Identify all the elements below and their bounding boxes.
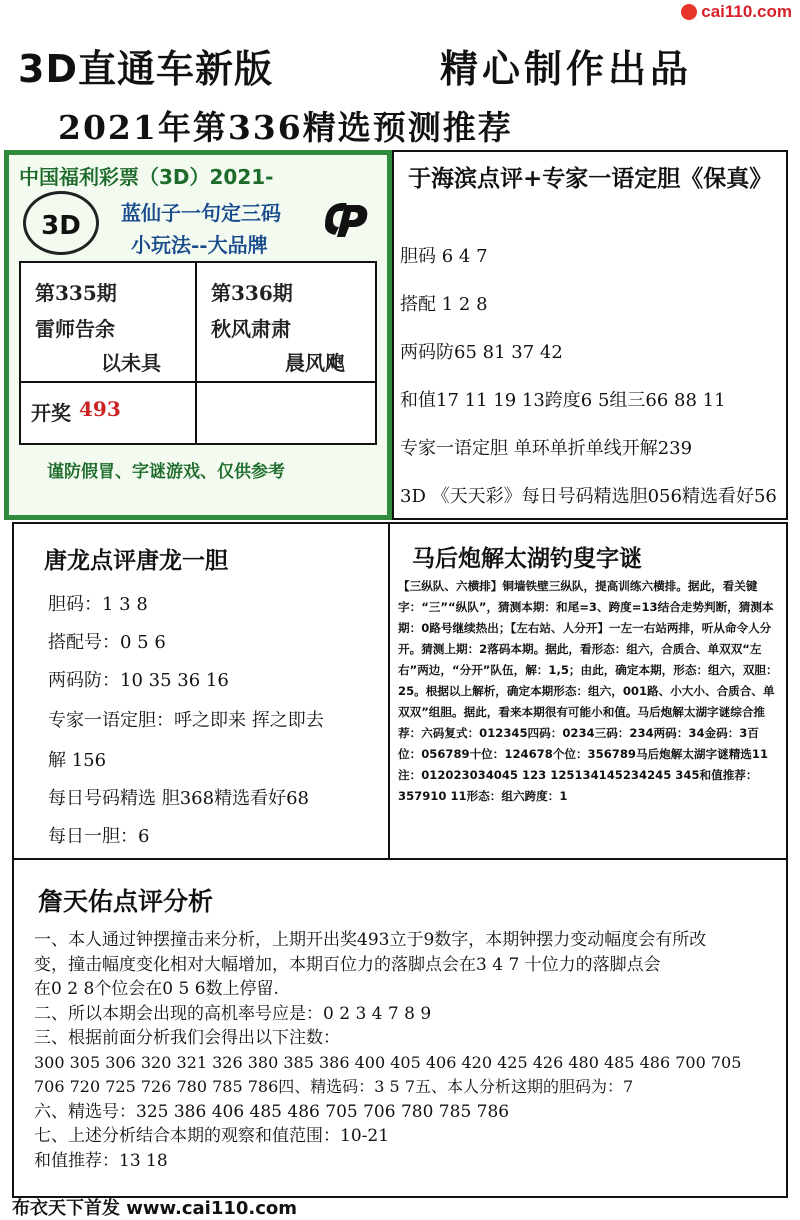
panel-line: 胆码 6 4 7 bbox=[400, 246, 488, 267]
analysis-line: 在0 2 8个位会在0 5 6数上停留. bbox=[34, 979, 279, 999]
grid-divider bbox=[21, 381, 375, 383]
panel-line: 胆码：1 3 8 bbox=[48, 594, 148, 615]
analysis-line: 706 720 725 726 780 785 786四、精选码：3 5 7五、本人分析这期的胆码为：7 bbox=[34, 1077, 634, 1096]
panel-title: 詹天佑点评分析 bbox=[38, 887, 214, 916]
analysis-line: 变，撞击幅度变化相对大幅增加，本期百位力的落脚点会在3 4 7 十位力的落脚点会 bbox=[34, 954, 661, 975]
panel-line: 专家一语定胆：呼之即来 挥之即去 bbox=[48, 710, 324, 731]
panel-line: 两码防65 81 37 42 bbox=[400, 342, 563, 363]
card-warning: 谨防假冒、字谜游戏、仅供参考 bbox=[47, 462, 285, 482]
analysis-line: 七、上述分析结合本期的观察和值范围：10-21 bbox=[34, 1126, 390, 1146]
riddle-analysis-text: 【三纵队、六横排】铜墙铁壁三纵队，提高训练六横排。据此，看关键字：“三”“纵队”，猜测本期：和尾=3、跨度=13结合走势判断，猜测本期：0路号继续热出；【左右站、人分开】一左一右站两排，听从命令人分开。猜测上期：2落码本期。据此，看形态：组六，合质合、单双双“左右”两边，“分开”队伍，解：1,5；由此，确定本期，形态：组六，双胆：25。根据以上解析，确定本期形态：组六，001路、小大小、合质合、单双双”组胆。据此，看来本期很有可能小和值。马后炮解太湖字谜综合推荐：六码复式：012345四码：0234三码：234两码：34金码：3百位：056789十位：124678个位：356789马后炮解太湖字谜精选11注：012023034045 123 125134145234245 345和值推荐：357910 11形态：组六跨度：1 bbox=[398, 579, 778, 803]
grid-divider bbox=[195, 263, 197, 443]
panel-line: 和值17 11 19 13跨度6 5组三66 88 11 bbox=[400, 390, 726, 411]
draw-number: 493 bbox=[79, 397, 121, 421]
card-heading: 中国福利彩票（3D）2021- bbox=[19, 165, 274, 189]
panel-title: 唐龙点评唐龙一胆 bbox=[44, 547, 228, 574]
site-url: cai110.com bbox=[701, 2, 792, 21]
prev-riddle-line-1: 雷师告余 bbox=[35, 317, 115, 341]
panel-line: 搭配号：0 5 6 bbox=[48, 632, 166, 653]
curr-issue: 第336期 bbox=[211, 281, 293, 305]
panel-line: 搭配 1 2 8 bbox=[400, 294, 488, 315]
site-logo-icon bbox=[681, 4, 697, 20]
panel-line: 3D 《天天彩》每日号码精选胆056精选看好56 bbox=[400, 486, 777, 507]
riddle-grid bbox=[19, 261, 377, 445]
panel-title: 马后炮解太湖钓叟字谜 bbox=[412, 545, 642, 572]
cp-logo-icon bbox=[321, 195, 371, 241]
panel-line: 两码防：10 35 36 16 bbox=[48, 670, 229, 691]
3d-logo-icon: 3D bbox=[23, 191, 99, 255]
panel-line: 解 156 bbox=[48, 750, 107, 771]
card-slogan-2: 小玩法--大品牌 bbox=[131, 233, 268, 257]
expert-panel-yu bbox=[392, 150, 788, 520]
prev-issue: 第335期 bbox=[35, 281, 117, 305]
riddle-analysis-panel bbox=[388, 522, 788, 860]
panel-line: 专家一语定胆 单环单折单线开解239 bbox=[400, 438, 693, 459]
page-subtitle: 2021年第336精选预测推荐 bbox=[58, 108, 513, 147]
page-title-right: 精心制作出品 bbox=[440, 47, 693, 91]
site-watermark bbox=[681, 2, 792, 22]
page-title-left: 3D直通车新版 bbox=[18, 47, 273, 91]
prev-riddle-line-2: 以未具 bbox=[101, 351, 161, 375]
panel-title: 于海滨点评+专家一语定胆《保真》 bbox=[408, 165, 773, 192]
analysis-line: 二、所以本期会出现的高机率号应是：0 2 3 4 7 8 9 bbox=[34, 1003, 432, 1024]
analysis-line: 和值推荐：13 18 bbox=[34, 1150, 168, 1171]
analysis-text bbox=[34, 928, 784, 1173]
analysis-line: 三、根据前面分析我们会得出以下注数： bbox=[34, 1028, 340, 1048]
analysis-line: 一、本人通过钟摆撞击来分析，上期开出奖493立于9数字，本期钟摆力变动幅度会有所改 bbox=[34, 930, 707, 950]
panel-line: 每日号码精选 胆368精选看好68 bbox=[48, 788, 309, 809]
expert-panel-tanglong bbox=[12, 522, 390, 860]
curr-riddle-line-2: 晨风飑 bbox=[285, 351, 345, 375]
analysis-line: 300 305 306 320 321 326 380 385 386 400 405 406 420 425 426 480 485 486 700 705 bbox=[34, 1052, 742, 1072]
footer-credit: 布衣天下首发 www.cai110.com bbox=[12, 1198, 298, 1219]
lottery-card bbox=[4, 150, 392, 520]
draw-label: 开奖 bbox=[31, 401, 71, 425]
card-slogan-1: 蓝仙子一句定三码 bbox=[121, 201, 281, 225]
expert-panel-zhan bbox=[12, 858, 788, 1198]
analysis-line: 六、精选号：325 386 406 485 486 705 706 780 785 786 bbox=[34, 1101, 510, 1122]
panel-line: 每日一胆：6 bbox=[48, 826, 150, 847]
curr-riddle-line-1: 秋风肃肃 bbox=[211, 317, 291, 341]
